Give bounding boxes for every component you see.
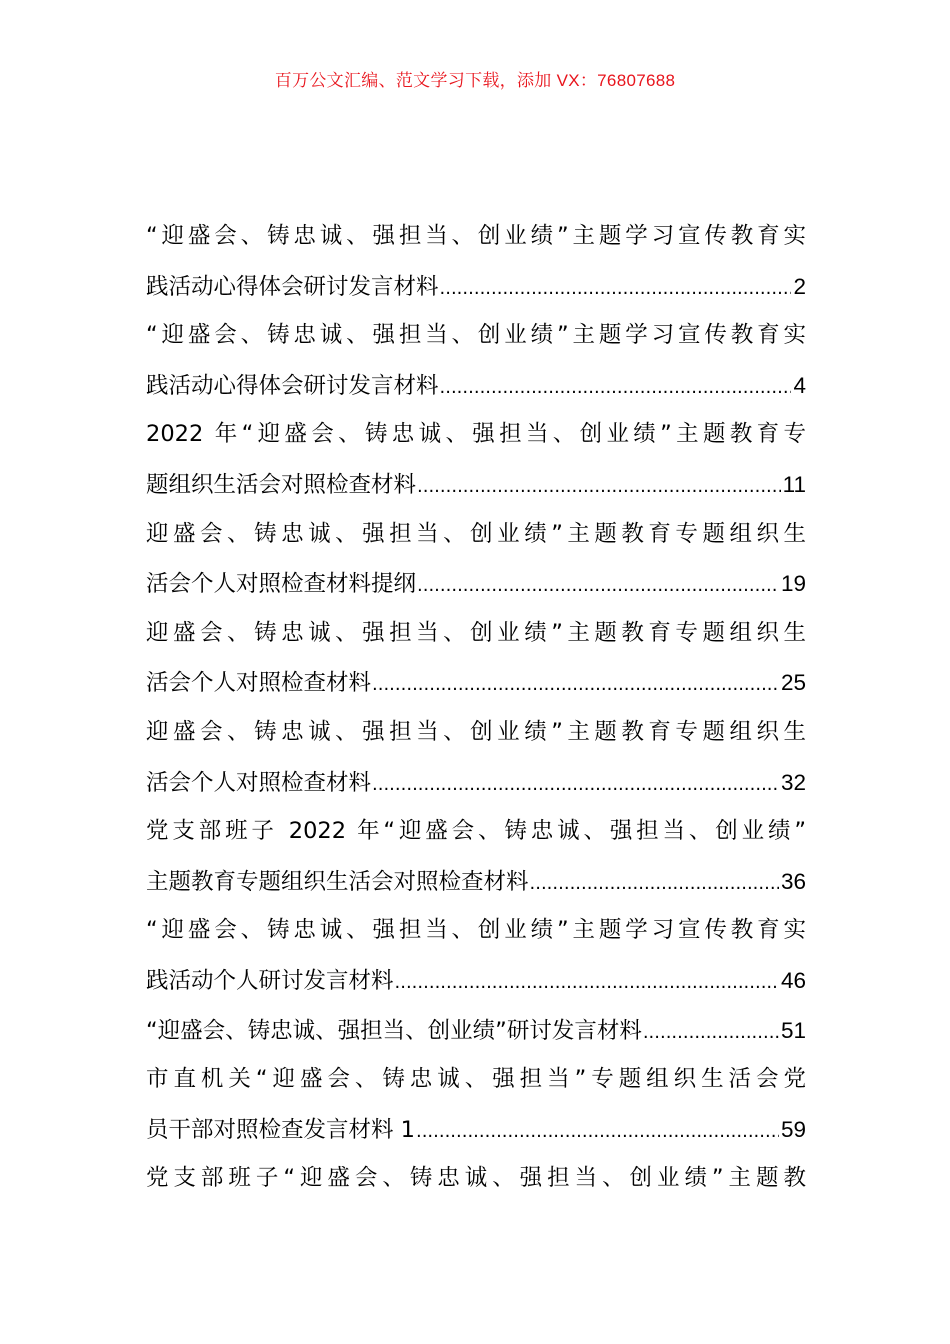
page-number: 19 (780, 571, 806, 597)
toc-entry[interactable] (146, 212, 806, 311)
toc-entry[interactable] (146, 906, 806, 1005)
toc-entry[interactable] (146, 510, 806, 609)
toc-entry-title-line: “迎盛会、铸忠诚、强担当、创业绩”主题学习宣传教育实 (146, 223, 806, 249)
leader-dots (372, 660, 779, 708)
toc-entry-last-line (146, 758, 806, 808)
toc-entry[interactable] (146, 708, 806, 807)
page-number: 11 (782, 471, 806, 497)
toc-entry[interactable] (146, 1055, 806, 1154)
leader-dots (417, 462, 781, 510)
toc-entry[interactable] (146, 410, 806, 509)
toc-entry-last-line (146, 956, 806, 1006)
toc-entry-last-line (146, 460, 806, 510)
toc-entry-title-line: 活会个人对照检查材料 (146, 769, 372, 796)
toc-entry-title-line: 迎盛会、铸忠诚、强担当、创业绩”主题教育专题组织生 (146, 520, 806, 547)
toc-entry-last-line (146, 658, 806, 708)
toc-entry-title-line: 题组织生活会对照检查材料 (146, 471, 417, 498)
toc-entry-title-line: 2022 年“迎盛会、铸忠诚、强担当、创业绩”主题教育专 (146, 421, 806, 448)
leader-dots (530, 859, 779, 907)
leader-dots (440, 363, 792, 411)
toc-entry-title-line: 活会个人对照检查材料 (146, 670, 372, 697)
table-of-contents (146, 212, 806, 1204)
toc-entry-title-line: 践活动个人研讨发言材料 (146, 967, 394, 994)
page-number: 59 (780, 1116, 806, 1142)
leader-dots (395, 958, 779, 1006)
toc-entry[interactable] (146, 609, 806, 708)
toc-entry-title-line: 迎盛会、铸忠诚、强担当、创业绩”主题教育专题组织生 (146, 619, 806, 646)
page-number: 25 (780, 670, 806, 696)
toc-entry[interactable] (146, 1154, 806, 1204)
page-number: 2 (793, 273, 806, 299)
toc-entry-last-line (146, 262, 806, 312)
toc-entry-title-line: 党支部班子 2022 年“迎盛会、铸忠诚、强担当、创业绩” (146, 818, 806, 845)
toc-entry-title-line: 践活动心得体会研讨发言材料 (146, 273, 439, 300)
leader-dots (417, 561, 779, 609)
page-number: 46 (780, 967, 806, 993)
leader-dots (372, 760, 779, 808)
toc-entry-title-line: 迎盛会、铸忠诚、强担当、创业绩”主题教育专题组织生 (146, 718, 806, 745)
toc-entry[interactable] (146, 807, 806, 906)
leader-dots (440, 264, 792, 312)
leader-dots (416, 1107, 779, 1155)
toc-entry-last-line (146, 1105, 806, 1155)
toc-entry-title-line: 党支部班子“迎盛会、铸忠诚、强担当、创业绩”主题教 (146, 1165, 806, 1192)
toc-entry[interactable] (146, 1006, 806, 1056)
page-number: 4 (793, 372, 806, 398)
toc-entry-title-line: 市直机关“迎盛会、铸忠诚、强担当”专题组织生活会党 (146, 1066, 806, 1093)
toc-entry-title-line: “迎盛会、铸忠诚、强担当、创业绩”主题学习宣传教育实 (146, 917, 806, 944)
toc-entry-title-line: 践活动心得体会研讨发言材料 (146, 372, 439, 399)
page-number: 32 (780, 769, 806, 795)
leader-dots (643, 1008, 779, 1056)
toc-entry[interactable] (146, 311, 806, 410)
toc-entry-title-line: 员干部对照检查发言材料 1 (146, 1116, 415, 1143)
watermark-header: 百万公文汇编、范文学习下载，添加 VX：76807688 (274, 71, 676, 90)
toc-entry-last-line (146, 1006, 806, 1056)
toc-entry-title-line: 主题教育专题组织生活会对照检查材料 (146, 868, 529, 895)
page-number: 51 (780, 1017, 806, 1043)
toc-entry-title-line: “迎盛会、铸忠诚、强担当、创业绩”研讨发言材料 (146, 1017, 642, 1044)
page-number: 36 (780, 868, 806, 894)
toc-entry-last-line (146, 559, 806, 609)
toc-entry-title-line: “迎盛会、铸忠诚、强担当、创业绩”主题学习宣传教育实 (146, 322, 806, 349)
toc-entry-last-line (146, 857, 806, 907)
toc-entry-title-line: 活会个人对照检查材料提纲 (146, 571, 417, 598)
toc-entry-last-line (146, 361, 806, 411)
